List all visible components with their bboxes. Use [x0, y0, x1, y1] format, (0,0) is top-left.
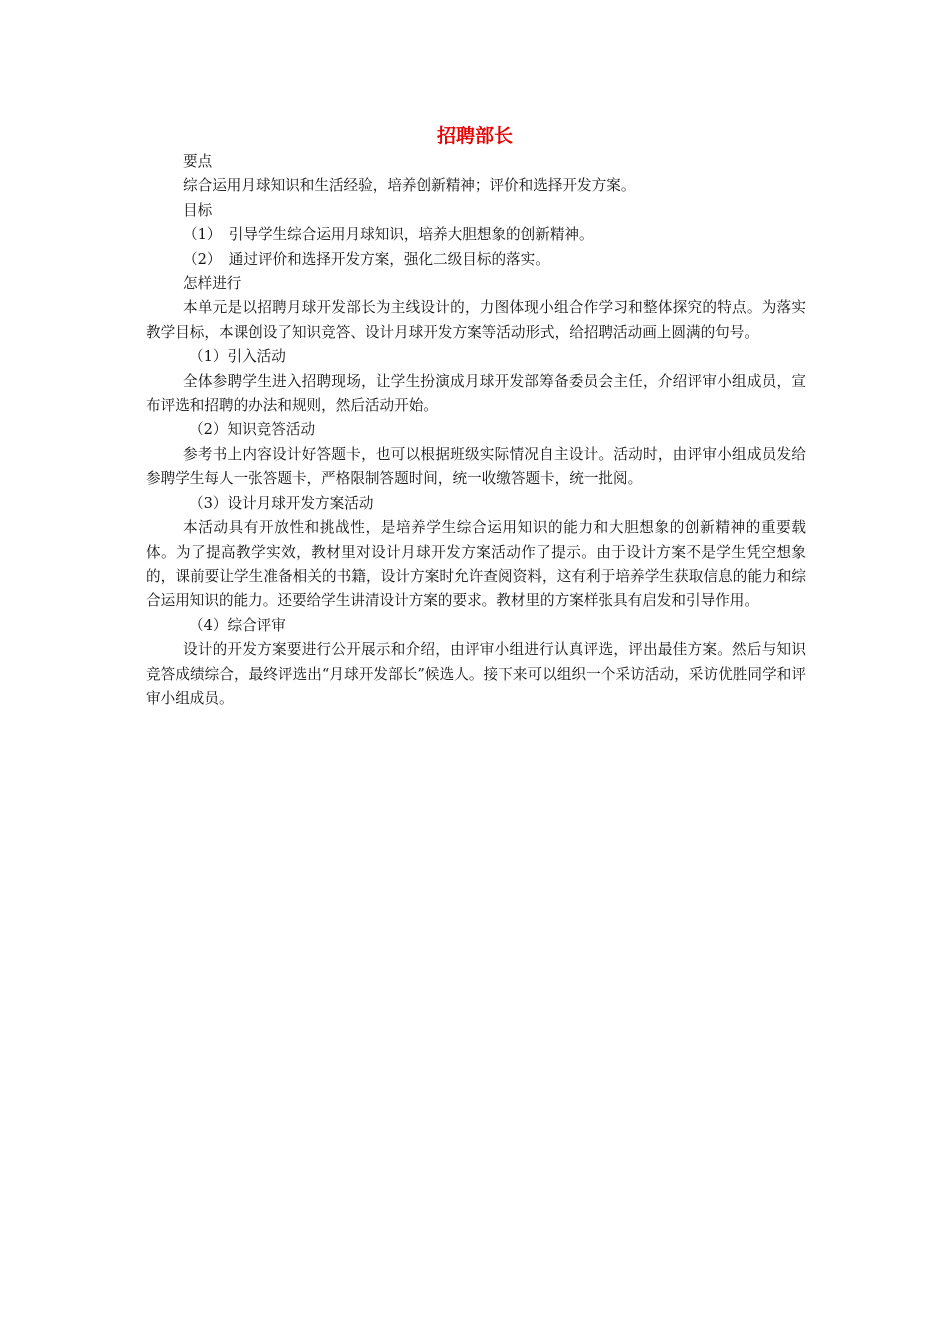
how-paragraph: 本单元是以招聘月球开发部长为主线设计的，力图体现小组合作学习和整体探究的特点。为落实教学目标，本课创设了知识竞答、设计月球开发方案等活动形式，给招聘活动画上圆满的句号。	[146, 299, 806, 341]
step-4-paragraph: 设计的开发方案要进行公开展示和介绍，由评审小组进行认真评选，评出最佳方案。然后与知识竞答成绩综合，最终评选出“月球开发部长”候选人。接下来可以组织一个采访活动，采访优胜同学和评审小组成员。	[146, 641, 806, 707]
key-points-heading: 要点	[183, 153, 213, 170]
step-2-paragraph: 参考书上内容设计好答题卡，也可以根据班级实际情况自主设计。活动时，由评审小组成员发给参聘学生每人一张答题卡，严格限制答题时间，统一收缴答题卡，统一批阅。	[146, 445, 806, 488]
document-title: 招聘部长	[436, 125, 513, 147]
step-1-heading: （1）引入活动	[189, 348, 286, 366]
goal-item-2: （2） 通过评价和选择开发方案，强化二级目标的落实。	[183, 250, 550, 268]
key-points-text: 综合运用月球知识和生活经验，培养创新精神；评价和选择开发方案。	[183, 177, 636, 195]
goals-heading: 目标	[183, 201, 213, 219]
goal-item-1: （1） 引导学生综合运用月球知识，培养大胆想象的创新精神。	[183, 226, 594, 244]
how-heading: 怎样进行	[183, 275, 242, 293]
step-4-heading: （4）综合评审	[189, 616, 286, 634]
step-3-heading: （3）设计月球开发方案活动	[189, 494, 374, 512]
step-1-paragraph: 全体参聘学生进入招聘现场，让学生扮演成月球开发部筹备委员会主任，介绍评审小组成员，宣布评选和招聘的办法和规则，然后活动开始。	[146, 372, 806, 415]
step-3-paragraph: 本活动具有开放性和挑战性，是培养学生综合运用知识的能力和大胆想象的创新精神的重要载体。为了提高教学实效，教材里对设计月球开发方案活动作了提示。由于设计方案不是学生凭空想象的，课前要让学生准备相关的书籍，设计方案时允许查阅资料，这有利于培养学生获取信息的能力和综合运用知识的能力。还要给学生讲清设计方案的要求。教材里的方案样张具有启发和引导作用。	[146, 519, 806, 610]
step-2-heading: （2）知识竞答活动	[189, 421, 316, 439]
document-body	[146, 150, 806, 711]
